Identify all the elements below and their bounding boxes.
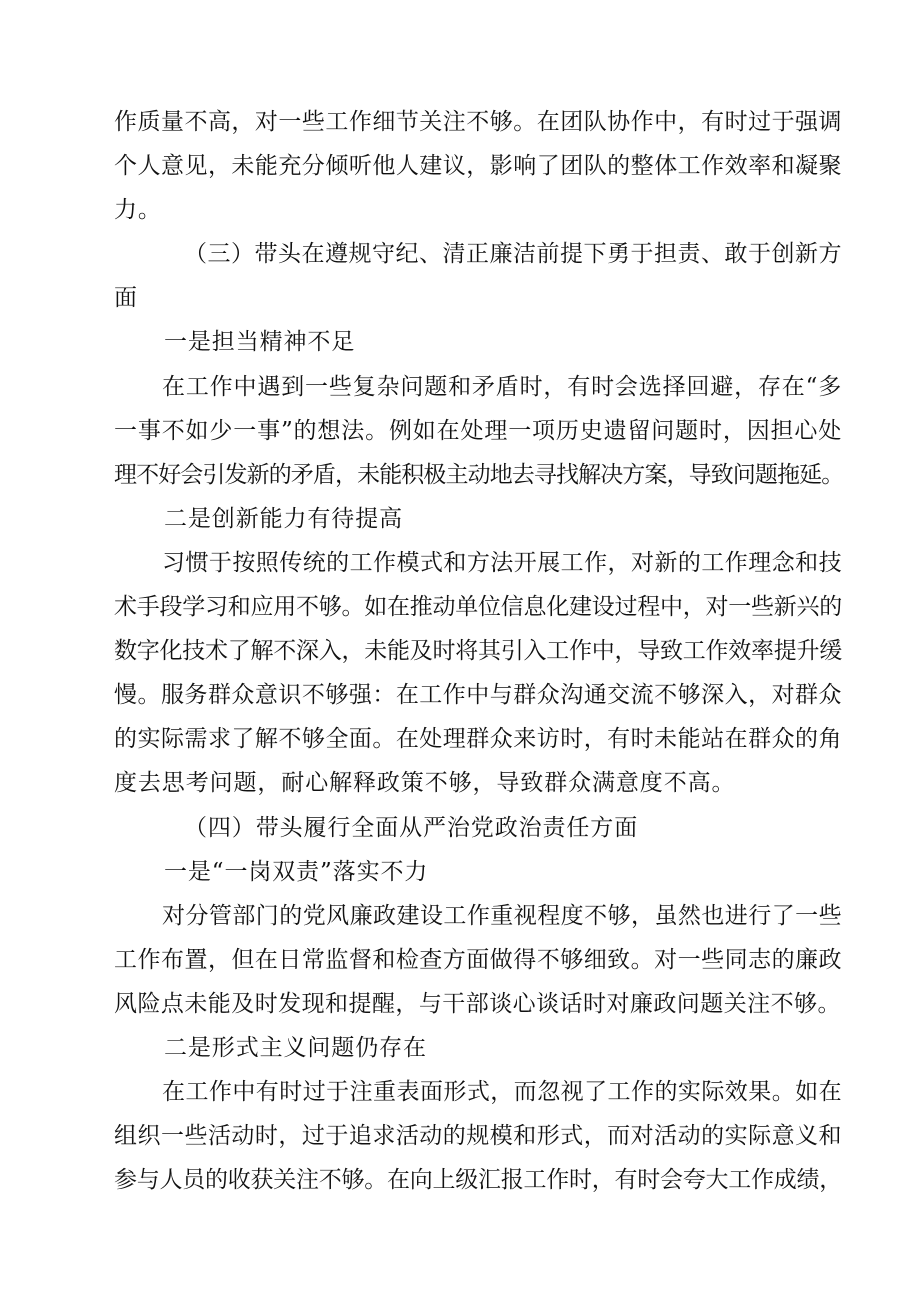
subheading-dual-duty: 一是“一岗双责”落实不力: [164, 858, 429, 885]
paragraph-first-line: 在工作中有时过于注重表面形式，而忽视了工作的实际效果。如在: [162, 1079, 843, 1106]
paragraph-line: 参与人员的收获关注不够。在向上级汇报工作时，有时会夸大工作成绩，: [114, 1167, 842, 1194]
section-heading-3: （三）带头在遵规守纪、清正廉洁前提下勇于担责、敢于创新方: [184, 241, 842, 268]
paragraph-continuation-line: 个人意见，未能充分倾听他人建议，影响了团队的整体工作效率和凝聚: [114, 153, 842, 180]
paragraph-line: 的实际需求了解不够全面。在处理群众来访时，有时未能站在群众的角: [114, 726, 842, 753]
paragraph-line: 工作布置，但在日常监督和检查方面做得不够细致。对一些同志的廉政: [114, 946, 842, 973]
paragraph-end-line: 理不好会引发新的矛盾，未能积极主动地去寻找解决方案，导致问题拖延。: [114, 461, 844, 488]
document-body: [114, 100, 842, 1202]
subheading-formalism: 二是形式主义问题仍存在: [164, 1034, 427, 1061]
subheading-responsibility: 一是担当精神不足: [164, 329, 356, 356]
paragraph-line: 一事不如少一事”的想法。例如在处理一项历史遗留问题时，因担心处: [114, 417, 842, 444]
paragraph-line: 数字化技术了解不深入，未能及时将其引入工作中，导致工作效率提升缓: [114, 638, 842, 665]
section-heading-3-end: 面: [114, 285, 138, 312]
section-heading-4: （四）带头履行全面从严治党政治责任方面: [184, 814, 639, 841]
paragraph-end-line: 风险点未能及时发现和提醒，与干部谈心谈话时对廉政问题关注不够。: [114, 990, 841, 1017]
paragraph-end-line: 度去思考问题，耐心解释政策不够，导致群众满意度不高。: [114, 770, 736, 797]
paragraph-line: 慢。服务群众意识不够强：在工作中与群众沟通交流不够深入，对群众: [114, 682, 842, 709]
paragraph-line: 组织一些活动时，过于追求活动的规模和形式，而对活动的实际意义和: [114, 1123, 842, 1150]
paragraph-continuation-line: 作质量不高，对一些工作细节关注不够。在团队协作中，有时过于强调: [114, 109, 842, 135]
paragraph-first-line: 对分管部门的党风廉政建设工作重视程度不够，虽然也进行了一些: [162, 902, 843, 929]
paragraph-first-line: 在工作中遇到一些复杂问题和矛盾时，有时会选择回避，存在“多: [162, 373, 842, 400]
subheading-innovation: 二是创新能力有待提高: [164, 505, 403, 532]
paragraph-line: 术手段学习和应用不够。如在推动单位信息化建设过程中，对一些新兴的: [114, 594, 842, 621]
paragraph-end-line: 力。: [114, 197, 162, 224]
paragraph-first-line: 习惯于按照传统的工作模式和方法开展工作，对新的工作理念和技: [162, 549, 843, 576]
